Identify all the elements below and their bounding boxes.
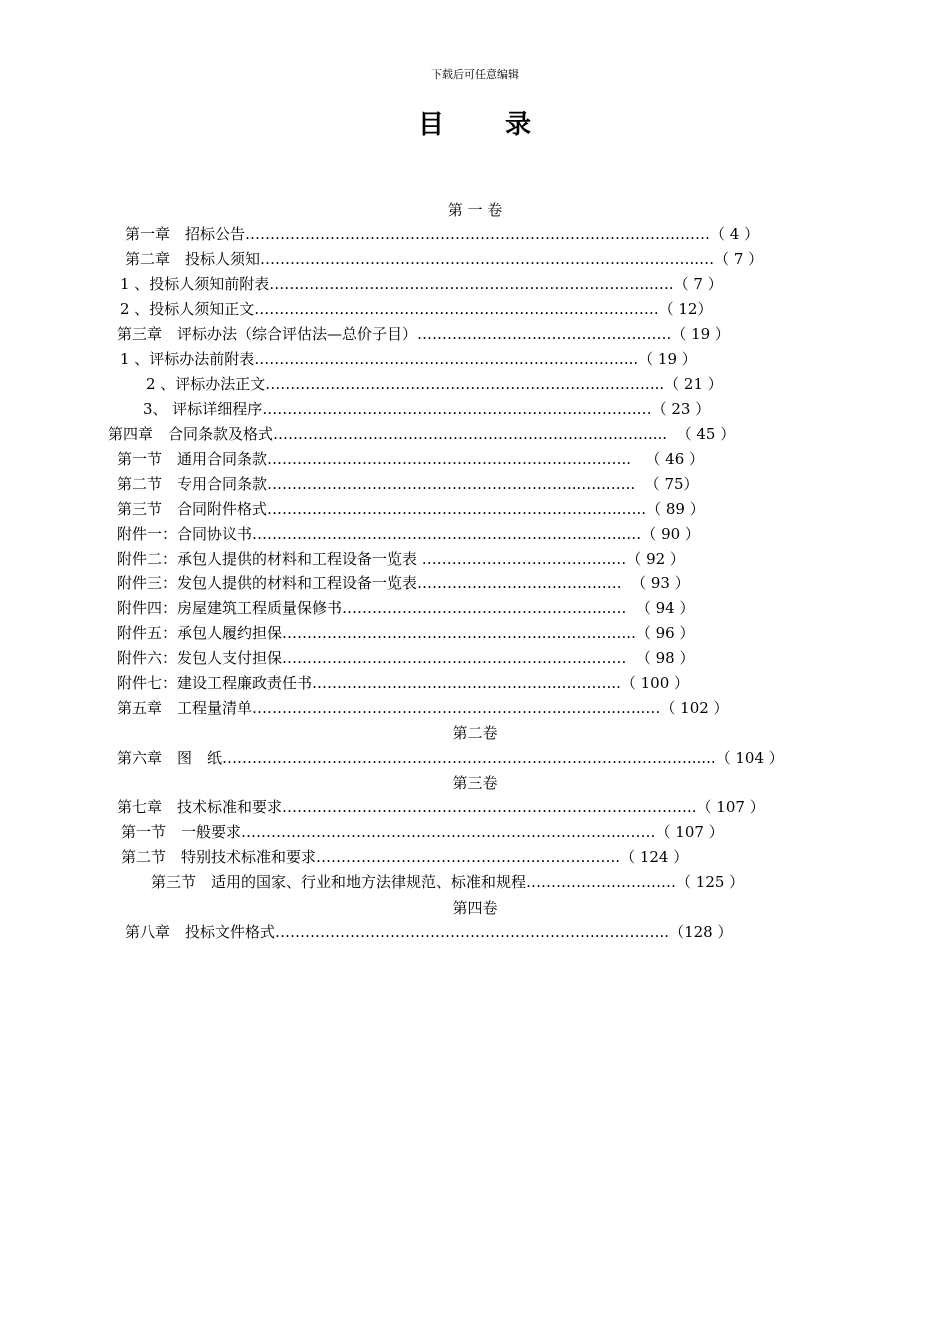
toc-entry-ch7-s1[interactable]: 第一节 一般要求…………………………………………………………………..……（ 107 ） <box>121 823 724 841</box>
toc-entry-ch7-s2[interactable]: 第二节 特别技术标准和要求……………………………………..……………..（ 124 ） <box>121 848 689 866</box>
toc-entry-annex-3[interactable]: 附件三：发包人提供的材料和工程设备一览表……………………………….…. （ 93 ） <box>117 574 690 592</box>
toc-entry-ch3-1[interactable]: 1 、评标办法前附表……………………………………………..…………………...（ 19 ） <box>120 350 697 368</box>
toc-entry-annex-1[interactable]: 附件一：合同协议书…………………………………………………………….…..…（ 90 ） <box>117 525 700 543</box>
toc-entry-ch4-s1[interactable]: 第一节 通用合同条款……………………………………………………….….….. （ 46 ） <box>117 450 705 468</box>
toc-entry-ch1[interactable]: 第一章 招标公告…………………………………………………………………………………（ 4 ） <box>125 225 760 243</box>
toc-entry-ch8[interactable]: 第八章 投标文件格式………………………………………………………..…………..（128 ） <box>125 923 733 941</box>
volume-heading-1: 第 一 卷 <box>447 201 503 219</box>
toc-entry-ch3-2[interactable]: 2 、评标办法正文…………………………………………………………..………...（ 21 ） <box>146 375 723 393</box>
toc-entry-ch6[interactable]: 第六章 图 纸…………………………………………………………………………………......（ 104 ） <box>117 749 784 767</box>
volume-heading-4: 第四卷 <box>452 899 498 917</box>
page-title <box>0 104 950 141</box>
toc-entry-ch4[interactable]: 第四章 合同条款及格式………………………………………………………………….... （ 45 ） <box>108 425 736 443</box>
volume-heading-2: 第二卷 <box>452 724 498 742</box>
title-char-2: 录 <box>505 110 533 140</box>
toc-entry-ch7-s3[interactable]: 第三节 适用的国家、行业和地方法律规范、标准和规程…………………………（ 125 ） <box>151 873 745 891</box>
toc-entry-ch3[interactable]: 第三章 评标办法（综合评估法—总价子目）……………………..…………………….（ 19 ） <box>117 325 730 343</box>
toc-entry-ch7[interactable]: 第七章 技术标准和要求………………………………………………………………………..（ 107 ） <box>117 798 765 816</box>
toc-entry-ch2[interactable]: 第二章 投标人须知………………………………………………………………..…………..…（ 7 ） <box>125 250 764 268</box>
toc-entry-ch5[interactable]: 第五章 工程量清单……………………………………………………..………...…..…（ 102 ） <box>117 699 729 717</box>
toc-entry-ch4-s2[interactable]: 第二节 专用合同条款……………………………………………………...…...….. （ 75） <box>117 475 699 493</box>
toc-entry-annex-4[interactable]: 附件四：房屋建筑工程质量保修书……………………………………………..…. （ 94 ） <box>117 599 695 617</box>
title-char-1: 目 <box>417 110 445 140</box>
toc-entry-ch2-1[interactable]: 1 、投标人须知前附表…………………………………………………………………..….（ 7 ） <box>120 275 723 293</box>
toc-entry-ch4-s3[interactable]: 第三节 合同附件格式……………………………………………………………..…..（ 89 ） <box>117 500 705 518</box>
toc-entry-ch3-3[interactable]: 3、 评标详细程序………………………………………………………..……….…（ 23 ） <box>143 400 711 418</box>
toc-entry-annex-7[interactable]: 附件七：建设工程廉政责任书…………………………………………..………...（ 100 ） <box>117 674 690 692</box>
toc-entry-annex-6[interactable]: 附件六：发包人支付担保……………………………………………………..……. （ 98 ） <box>117 649 695 667</box>
toc-entry-annex-5[interactable]: 附件五：承包人履约担保……………………………………………..……………...（ 96 ） <box>117 624 695 642</box>
toc-entry-ch2-2[interactable]: 2 、投标人须知正文……………………………………………………..……………….（ 12） <box>120 300 713 318</box>
volume-heading-3: 第三卷 <box>452 774 498 792</box>
toc-entry-annex-2[interactable]: 附件二：承包人提供的材料和工程设备一览表 ………………………………..…（ 92 ） <box>117 550 685 568</box>
page-header: 下载后可任意编辑 <box>431 68 519 81</box>
